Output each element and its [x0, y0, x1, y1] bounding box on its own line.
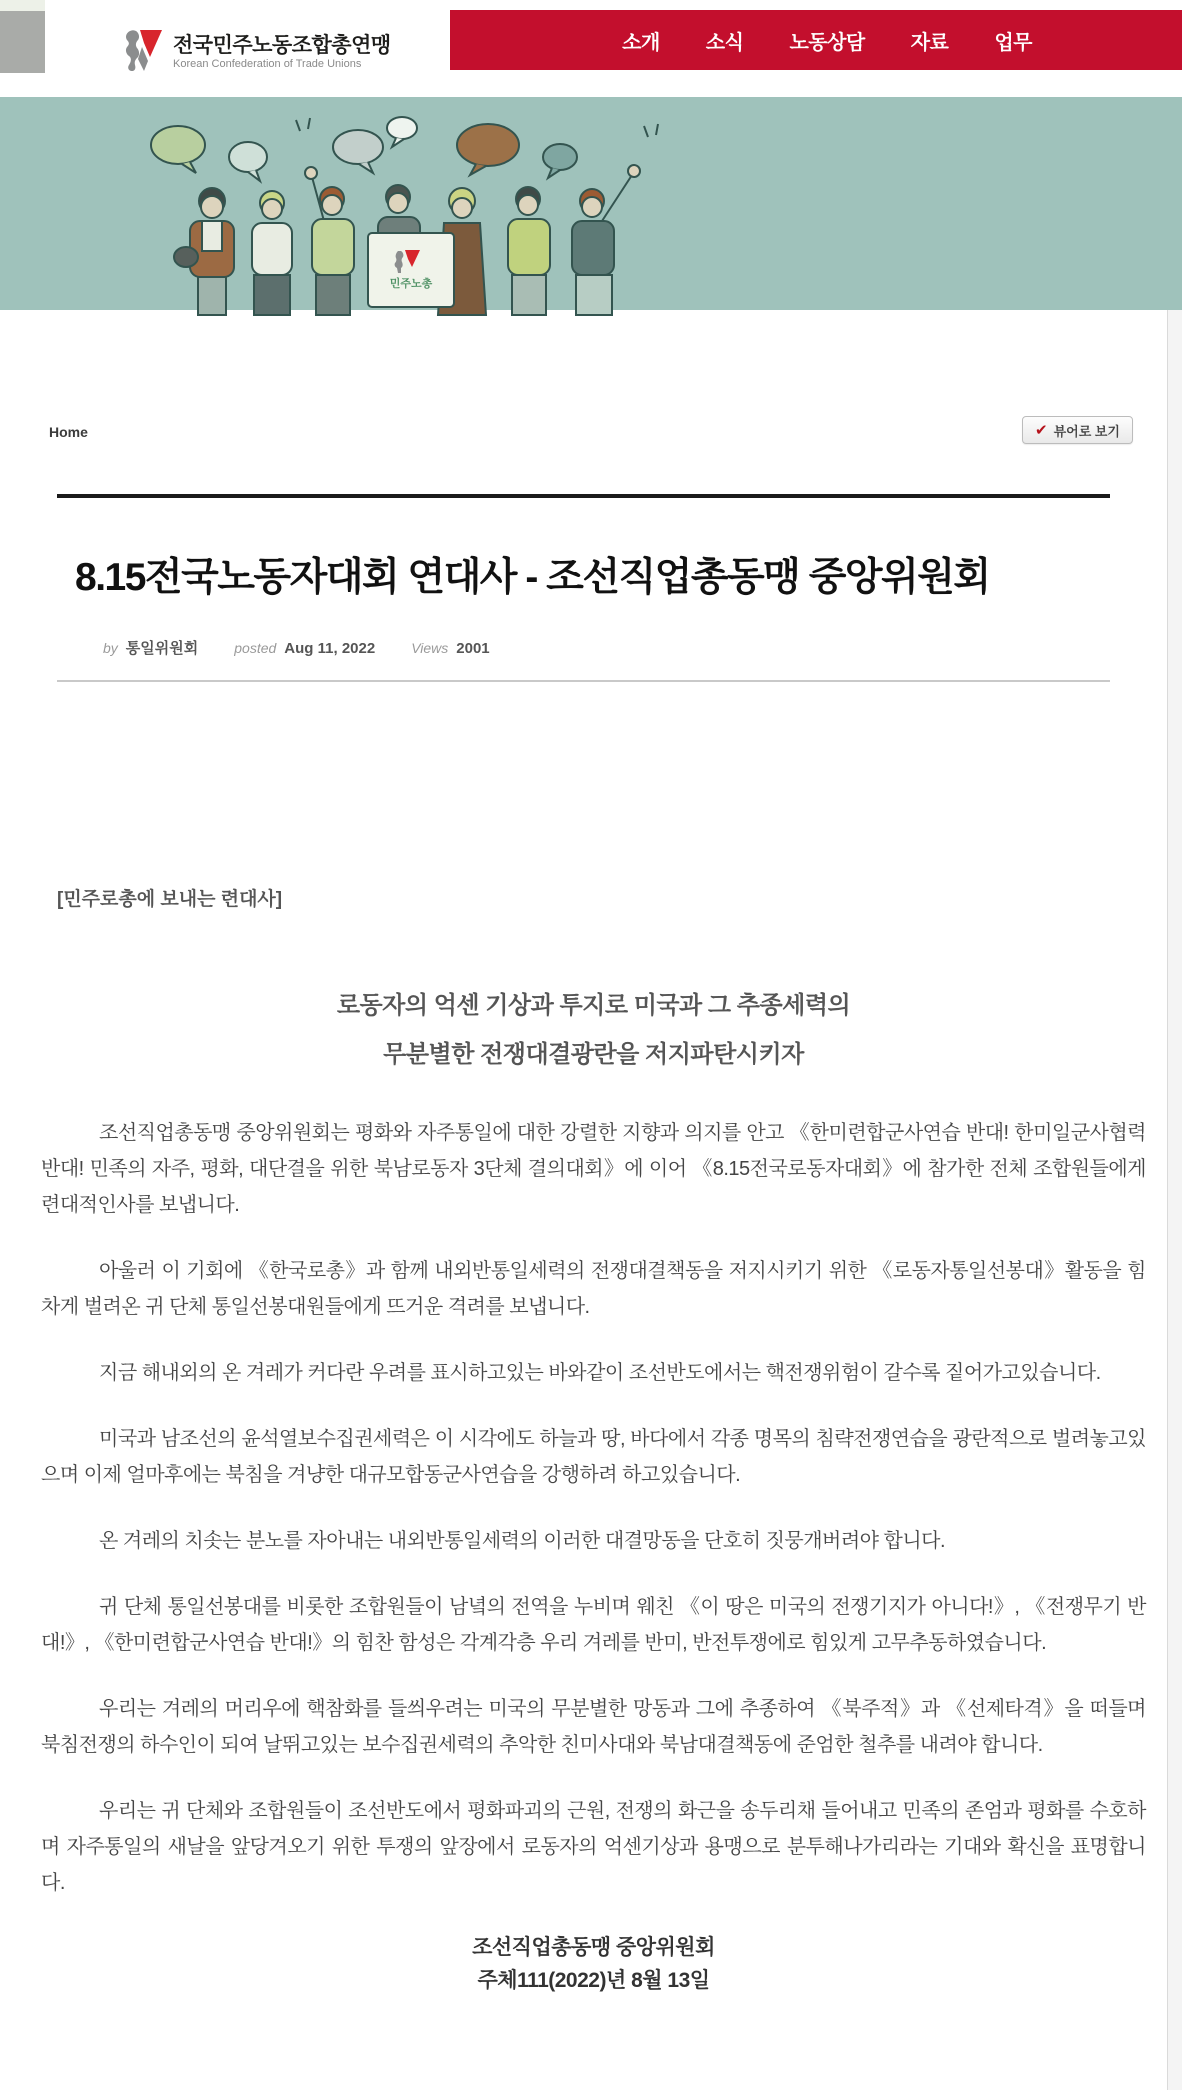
nav-item-labor-counsel[interactable]: 노동상담: [789, 31, 865, 54]
paragraph: 조선직업총동맹 중앙위원회는 평화와 자주통일에 대한 강렬한 지향과 의지를 안고 《한미련합군사연습 반대! 한미일군사협력 반대! 민족의 자주, 평화, 대단결을 위한 북남로동자 3단체 결의대회》에 이어 《8.15전국로동자대회》에 참가한 전체 조합원들에게 련대적인사를 보냅니다.: [41, 1122, 1146, 1216]
post-header: [57, 494, 1110, 682]
byline-bottom-rule: [57, 680, 1110, 682]
paragraph: 지금 해내외의 온 겨레가 커다란 우려를 표시하고있는 바와같이 조선반도에서는 핵전쟁위험이 갈수록 짙어가고있습니다.: [99, 1362, 1101, 1384]
kctu-logo-icon: [122, 27, 164, 78]
signature-block: [41, 1931, 1146, 1997]
article-heading: [41, 981, 1146, 1079]
article-heading-line2: 무분별한 전쟁대결광란을 저지파탄시키자: [383, 1041, 804, 1068]
paragraph: 미국과 남조선의 윤석열보수집권세력은 이 시각에도 하늘과 땅, 바다에서 각종 명목의 침략전쟁연습을 광란적으로 벌려놓고있으며 이제 얼마후에는 북침을 겨냥한 대규모합동군사연습을 강행하려 하고있습니다.: [41, 1428, 1146, 1486]
post-title: 8.15전국노동자대회 연대사 - 조선직업총동맹 중앙위원회: [75, 556, 990, 599]
check-icon: ✔: [1035, 422, 1048, 439]
viewer-button[interactable]: [1022, 416, 1133, 444]
top-header: [0, 0, 1182, 97]
nav-item-news[interactable]: 소식: [705, 31, 744, 54]
article-body: [41, 884, 1146, 1997]
article-intro-label: [민주로총에 보내는 련대사]: [57, 889, 283, 910]
main-nav: [450, 10, 1182, 70]
paragraph: 우리는 귀 단체와 조합원들이 조선반도에서 평화파괴의 근원, 전쟁의 화근을 송두리채 들어내고 민족의 존엄과 평화를 수호하며 자주통일의 새날을 앞당겨오기 위한 투쟁의 앞장에서 로동자의 억센기상과 용맹으로 분투해나가리라는 기대와 확신을 표명합니다.: [41, 1800, 1146, 1894]
sign-text: 민주노총: [389, 278, 433, 290]
nav-item-about[interactable]: 소개: [622, 31, 660, 54]
hero-illustration: [140, 115, 680, 320]
signature-org: 조선직업총동맹 중앙위원회: [472, 1936, 715, 1959]
paragraph: 온 겨레의 치솟는 분노를 자아내는 내외반통일세력의 이러한 대결망동을 단호히 짓뭉개버려야 합니다.: [99, 1530, 946, 1552]
paragraph: 아울러 이 기회에 《한국로총》과 함께 내외반통일세력의 전쟁대결책동을 저지시키기 위한 《로동자통일선봉대》활동을 힘차게 벌려온 귀 단체 통일선봉대원들에게 뜨거운 격려를 보냅니다.: [41, 1260, 1146, 1318]
logo-subtitle: Korean Confederation of Trade Unions: [173, 58, 362, 70]
scrollbar[interactable]: [1167, 310, 1182, 2090]
nav-item-materials[interactable]: 자료: [910, 31, 949, 54]
byline-views-label: Views: [411, 640, 449, 656]
kctu-logo[interactable]: [122, 27, 391, 78]
breadcrumb-home-link[interactable]: Home: [49, 424, 88, 440]
hero-banner: [0, 97, 1182, 349]
article-heading-line1: 로동자의 억센 기상과 투지로 미국과 그 추종세력의: [336, 992, 851, 1019]
paragraph: 귀 단체 통일선봉대를 비롯한 조합원들이 남녘의 전역을 누비며 웨친 《이 땅은 미국의 전쟁기지가 아니다!》, 《전쟁무기 반대!》, 《한미련합군사연습 반대!》의 힘찬 함성은 각계각층 우리 겨레를 반미, 반전투쟁에로 힘있게 고무추동하였습니다.: [41, 1596, 1146, 1654]
byline-date: Aug 11, 2022: [284, 640, 376, 657]
nav-item-tasks[interactable]: 업무: [994, 31, 1032, 54]
hero-page-title: 문서자료: [734, 310, 866, 349]
paragraph: 우리는 겨레의 머리우에 핵참화를 들씌우려는 미국의 무분별한 망동과 그에 추종하여 《북주적》과 《선제타격》을 떠들며 북침전쟁의 하수인이 되여 날뛰고있는 보수집권세력의 추악한 친미사대와 북남대결책동에 준엄한 철추를 내려야 합니다.: [41, 1698, 1146, 1756]
corner-gray-block: [0, 11, 45, 73]
corner-strip: [0, 0, 45, 11]
byline-by-label: by: [103, 640, 118, 656]
viewer-button-label: 뷰어로 보기: [1053, 423, 1120, 439]
byline-author: 통일위원회: [125, 640, 199, 657]
signature-date: 주체111(2022)년 8월 13일: [477, 1969, 710, 1992]
byline-posted-label: posted: [234, 640, 277, 656]
byline-views-count: 2001: [456, 640, 490, 657]
logo-title: 전국민주노동조합총연맹: [173, 34, 391, 57]
title-top-rule: [57, 494, 1110, 498]
post-byline: [103, 637, 1110, 658]
